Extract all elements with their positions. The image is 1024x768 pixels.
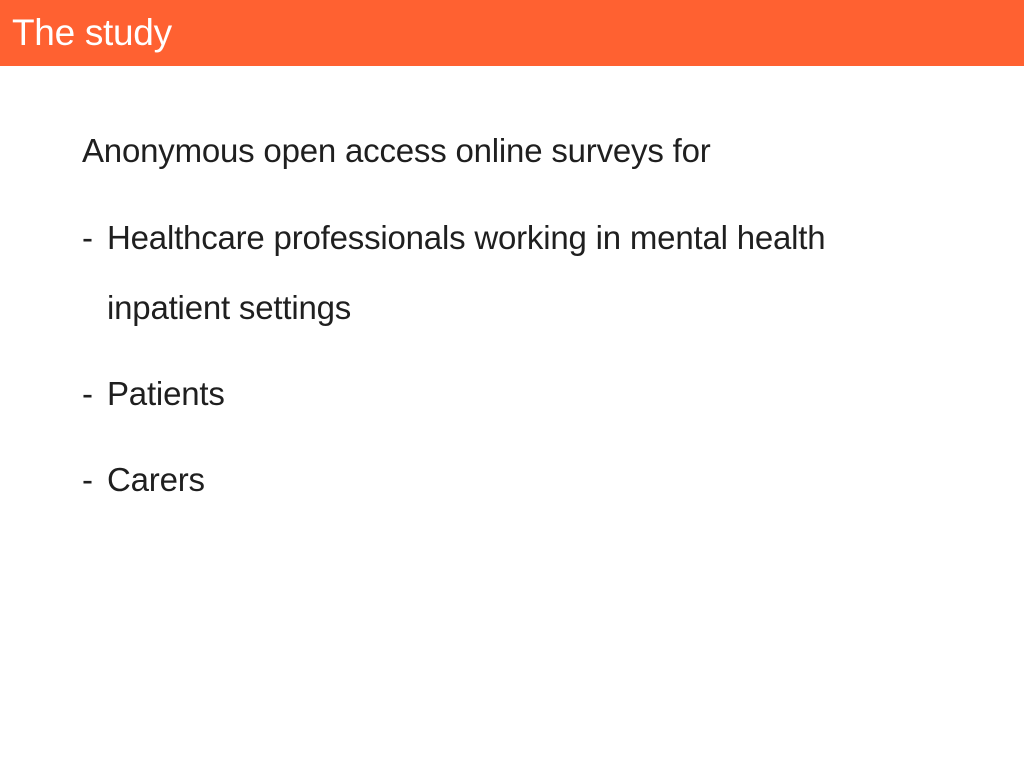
bullet-text: Patients [107, 375, 225, 412]
bullet-dash: - [82, 375, 93, 412]
bullet-text: Healthcare professionals working in mental health inpatient settings [107, 219, 826, 326]
slide-content [82, 128, 982, 515]
title-bar [0, 0, 1024, 66]
slide-title: The study [12, 12, 172, 53]
bullet-dash: - [82, 219, 93, 256]
bullet-dash: - [82, 461, 93, 498]
bullet-text: Carers [107, 461, 205, 498]
intro-text: Anonymous open access online surveys for [82, 132, 711, 169]
bullet-item-patients [82, 359, 982, 429]
bullet-list [82, 203, 982, 515]
bullet-item-carers [82, 445, 982, 515]
bullet-item-healthcare-professionals [82, 203, 982, 343]
